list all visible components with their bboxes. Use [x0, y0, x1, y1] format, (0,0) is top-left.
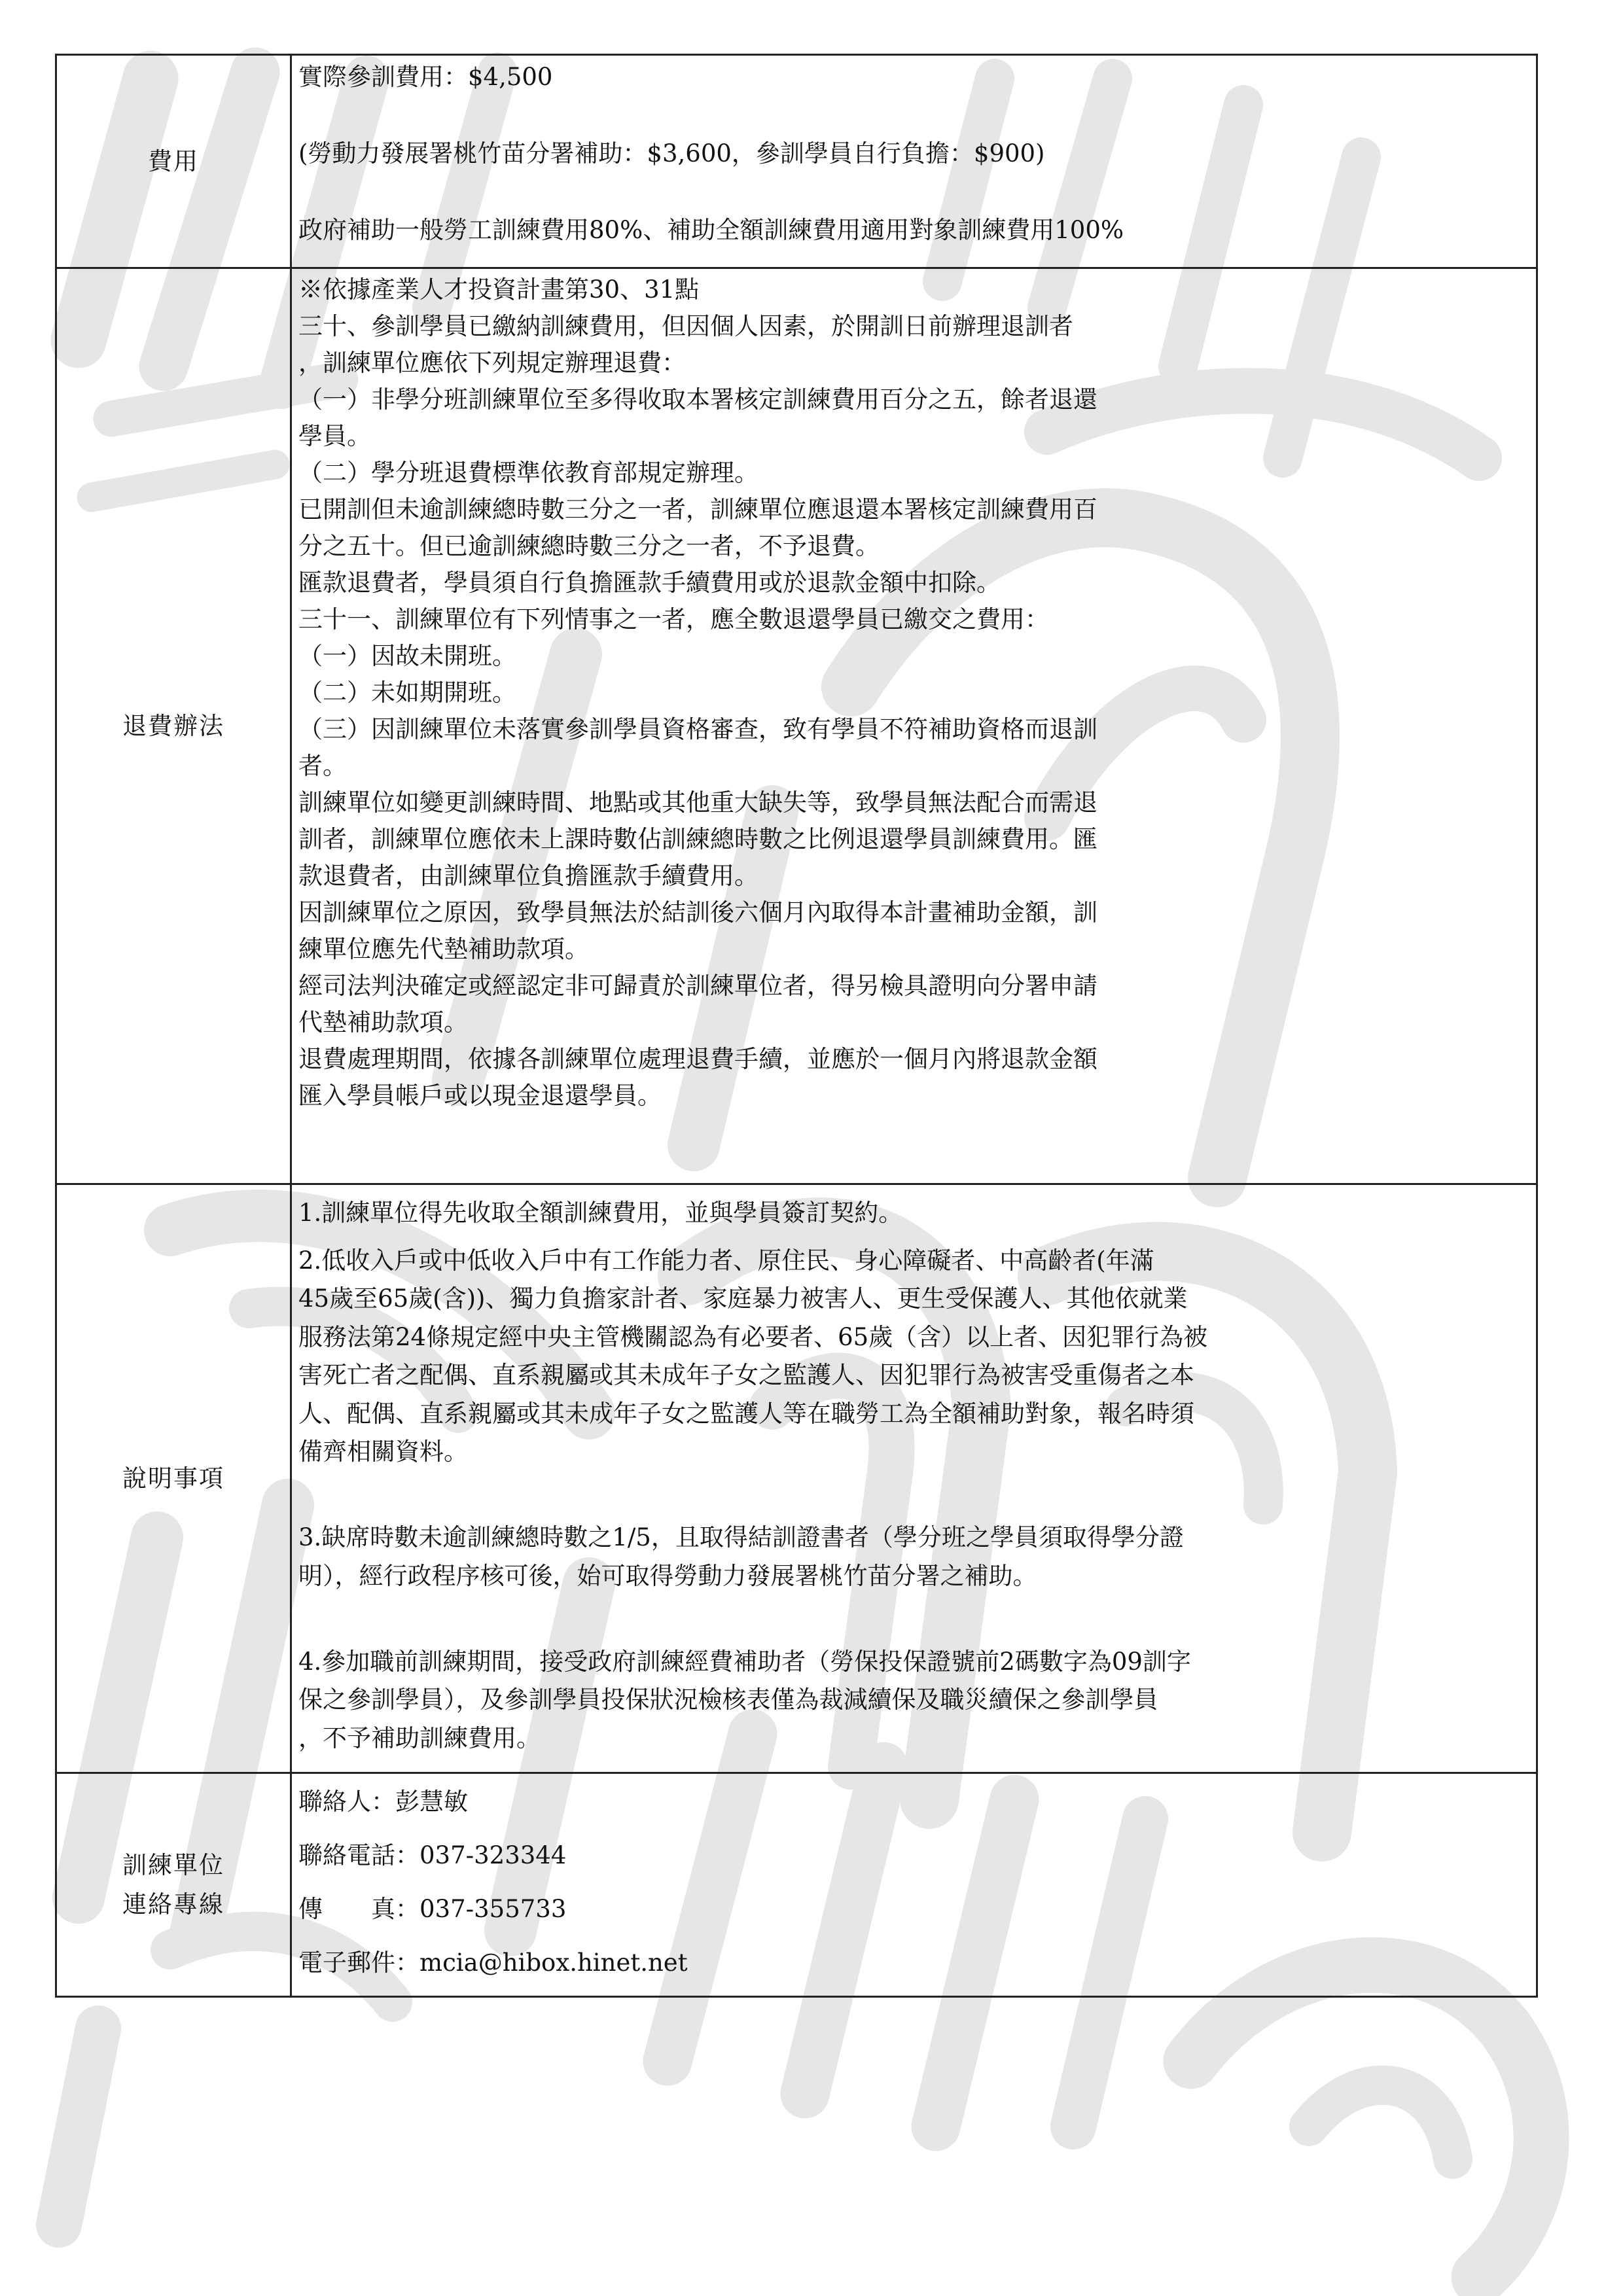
note-line	[298, 1472, 1529, 1510]
contact-label-line-1: 訓練單位	[122, 1850, 224, 1879]
refund-line: 退費處理期間，依據各訓練單位處理退費手續，並應於一個月內將退款金額	[298, 1045, 1097, 1073]
note-line: 3.缺席時數未逾訓練總時數之1/5，且取得結訓證書者（學分班之學員須取得學分證	[298, 1523, 1184, 1551]
refund-label: 退費辦法	[56, 268, 291, 1184]
fee-line: 政府補助一般勞工訓練費用80%、補助全額訓練費用適用對象訓練費用100%	[298, 216, 1124, 244]
refund-line: ，訓練單位應依下列規定辦理退費：	[298, 349, 686, 377]
note-line: 1.訓練單位得先收取全額訓練費用，並與學員簽訂契約。	[298, 1199, 903, 1227]
refund-line: 經司法判決確定或經認定非可歸責於訓練單位者，得另檢具證明向分署申請	[298, 972, 1097, 1000]
note-item	[298, 1194, 1529, 1233]
note-line: 保之參訓學員），及參訓學員投保狀況檢核表僅為裁減續保及職災續保之參訓學員	[298, 1686, 1158, 1714]
refund-line: 匯入學員帳戶或以現金退還學員。	[298, 1082, 662, 1110]
refund-line: 三十一、訓練單位有下列情事之一者，應全數退還學員已繳交之費用：	[298, 605, 1049, 633]
refund-line: 匯款退費者，學員須自行負擔匯款手續費用或於退款金額中扣除。	[298, 569, 1001, 597]
notes-row	[56, 1184, 1537, 1773]
refund-line: 三十、參訓學員已繳納訓練費用，但因個人因素，於開訓日前辦理退訓者	[298, 312, 1073, 340]
refund-line: （二）未如期開班。	[298, 679, 516, 707]
refund-line: 訓者，訓練單位應依未上課時數佔訓練總時數之比例退還學員訓練費用。匯	[298, 825, 1097, 853]
refund-line: 學員。	[298, 422, 371, 450]
note-line: ，不予補助訓練費用。	[298, 1723, 541, 1752]
note-line	[298, 1595, 1529, 1634]
course-info-table	[55, 54, 1538, 1998]
refund-line: （一）因故未開班。	[298, 642, 516, 670]
notes-content	[291, 1184, 1537, 1773]
contact-row	[56, 1773, 1537, 1997]
contact-label-line-2: 連絡專線	[122, 1890, 224, 1918]
contact-person: 聯絡人：彭慧敏	[298, 1788, 468, 1816]
note-line: 服務法第24條規定經中央主管機關認為有必要者、65歲（含）以上者、因犯罪行為被	[298, 1322, 1208, 1351]
contact-content	[291, 1773, 1537, 1997]
refund-line: 代墊補助款項。	[298, 1008, 468, 1036]
refund-line: 者。	[298, 752, 347, 780]
note-item	[298, 1519, 1529, 1634]
refund-line: 款退費者，由訓練單位負擔匯款手續費用。	[298, 862, 758, 890]
note-item	[298, 1643, 1529, 1758]
refund-line: 因訓練單位之原因，致學員無法於結訓後六個月內取得本計畫補助金額，訓	[298, 898, 1097, 927]
contact-fax: 傳 真：037-355733	[298, 1895, 567, 1923]
contact-phone: 聯絡電話：037-323344	[298, 1841, 567, 1869]
note-item	[298, 1242, 1529, 1510]
note-line: 備齊相關資料。	[298, 1438, 468, 1466]
fee-line	[298, 97, 1529, 135]
note-line: 4.參加職前訓練期間，接受政府訓練經費補助者（勞保投保證號前2碼數字為09訓字	[298, 1647, 1191, 1676]
fee-content	[291, 55, 1537, 268]
note-line: 害死亡者之配偶、直系親屬或其未成年子女之監護人、因犯罪行為被害受重傷者之本	[298, 1361, 1194, 1389]
refund-row	[56, 268, 1537, 1184]
fee-line: 實際參訓費用：$4,500	[298, 63, 553, 91]
refund-line: 分之五十。但已逾訓練總時數三分之一者，不予退費。	[298, 532, 880, 560]
fee-label: 費用	[56, 55, 291, 268]
fee-line	[298, 173, 1529, 212]
note-line: 2.低收入戶或中低收入戶中有工作能力者、原住民、身心障礙者、中高齡者(年滿	[298, 1246, 1154, 1275]
notes-label: 說明事項	[56, 1184, 291, 1773]
refund-line: （一）非學分班訓練單位至多得收取本署核定訓練費用百分之五，餘者退還	[298, 385, 1097, 414]
fee-line: (勞動力發展署桃竹苗分署補助：$3,600，參訓學員自行負擔：$900)	[298, 139, 1045, 168]
refund-line: 訓練單位如變更訓練時間、地點或其他重大缺失等，致學員無法配合而需退	[298, 788, 1097, 817]
refund-line: 練單位應先代墊補助款項。	[298, 935, 589, 963]
note-line: 人、配偶、直系親屬或其未成年子女之監護人等在職勞工為全額補助對象，報名時須	[298, 1399, 1194, 1428]
contact-label	[56, 1773, 291, 1997]
note-line: 明），經行政程序核可後，始可取得勞動力發展署桃竹苗分署之補助。	[298, 1561, 1037, 1590]
note-line: 45歲至65歲(含))、獨力負擔家計者、家庭暴力被害人、更生受保護人、其他依就業	[298, 1284, 1188, 1313]
fee-row	[56, 55, 1537, 268]
refund-line: ※依據產業人才投資計畫第30、31點	[298, 275, 700, 304]
refund-content	[291, 268, 1537, 1184]
refund-line: 已開訓但未逾訓練總時數三分之一者，訓練單位應退還本署核定訓練費用百	[298, 495, 1097, 523]
refund-line: （三）因訓練單位未落實參訓學員資格審查，致有學員不符補助資格而退訓	[298, 715, 1097, 743]
contact-email: 電子郵件：mcia@hibox.hinet.net	[298, 1949, 688, 1977]
refund-line: （二）學分班退費標準依教育部規定辦理。	[298, 459, 758, 487]
